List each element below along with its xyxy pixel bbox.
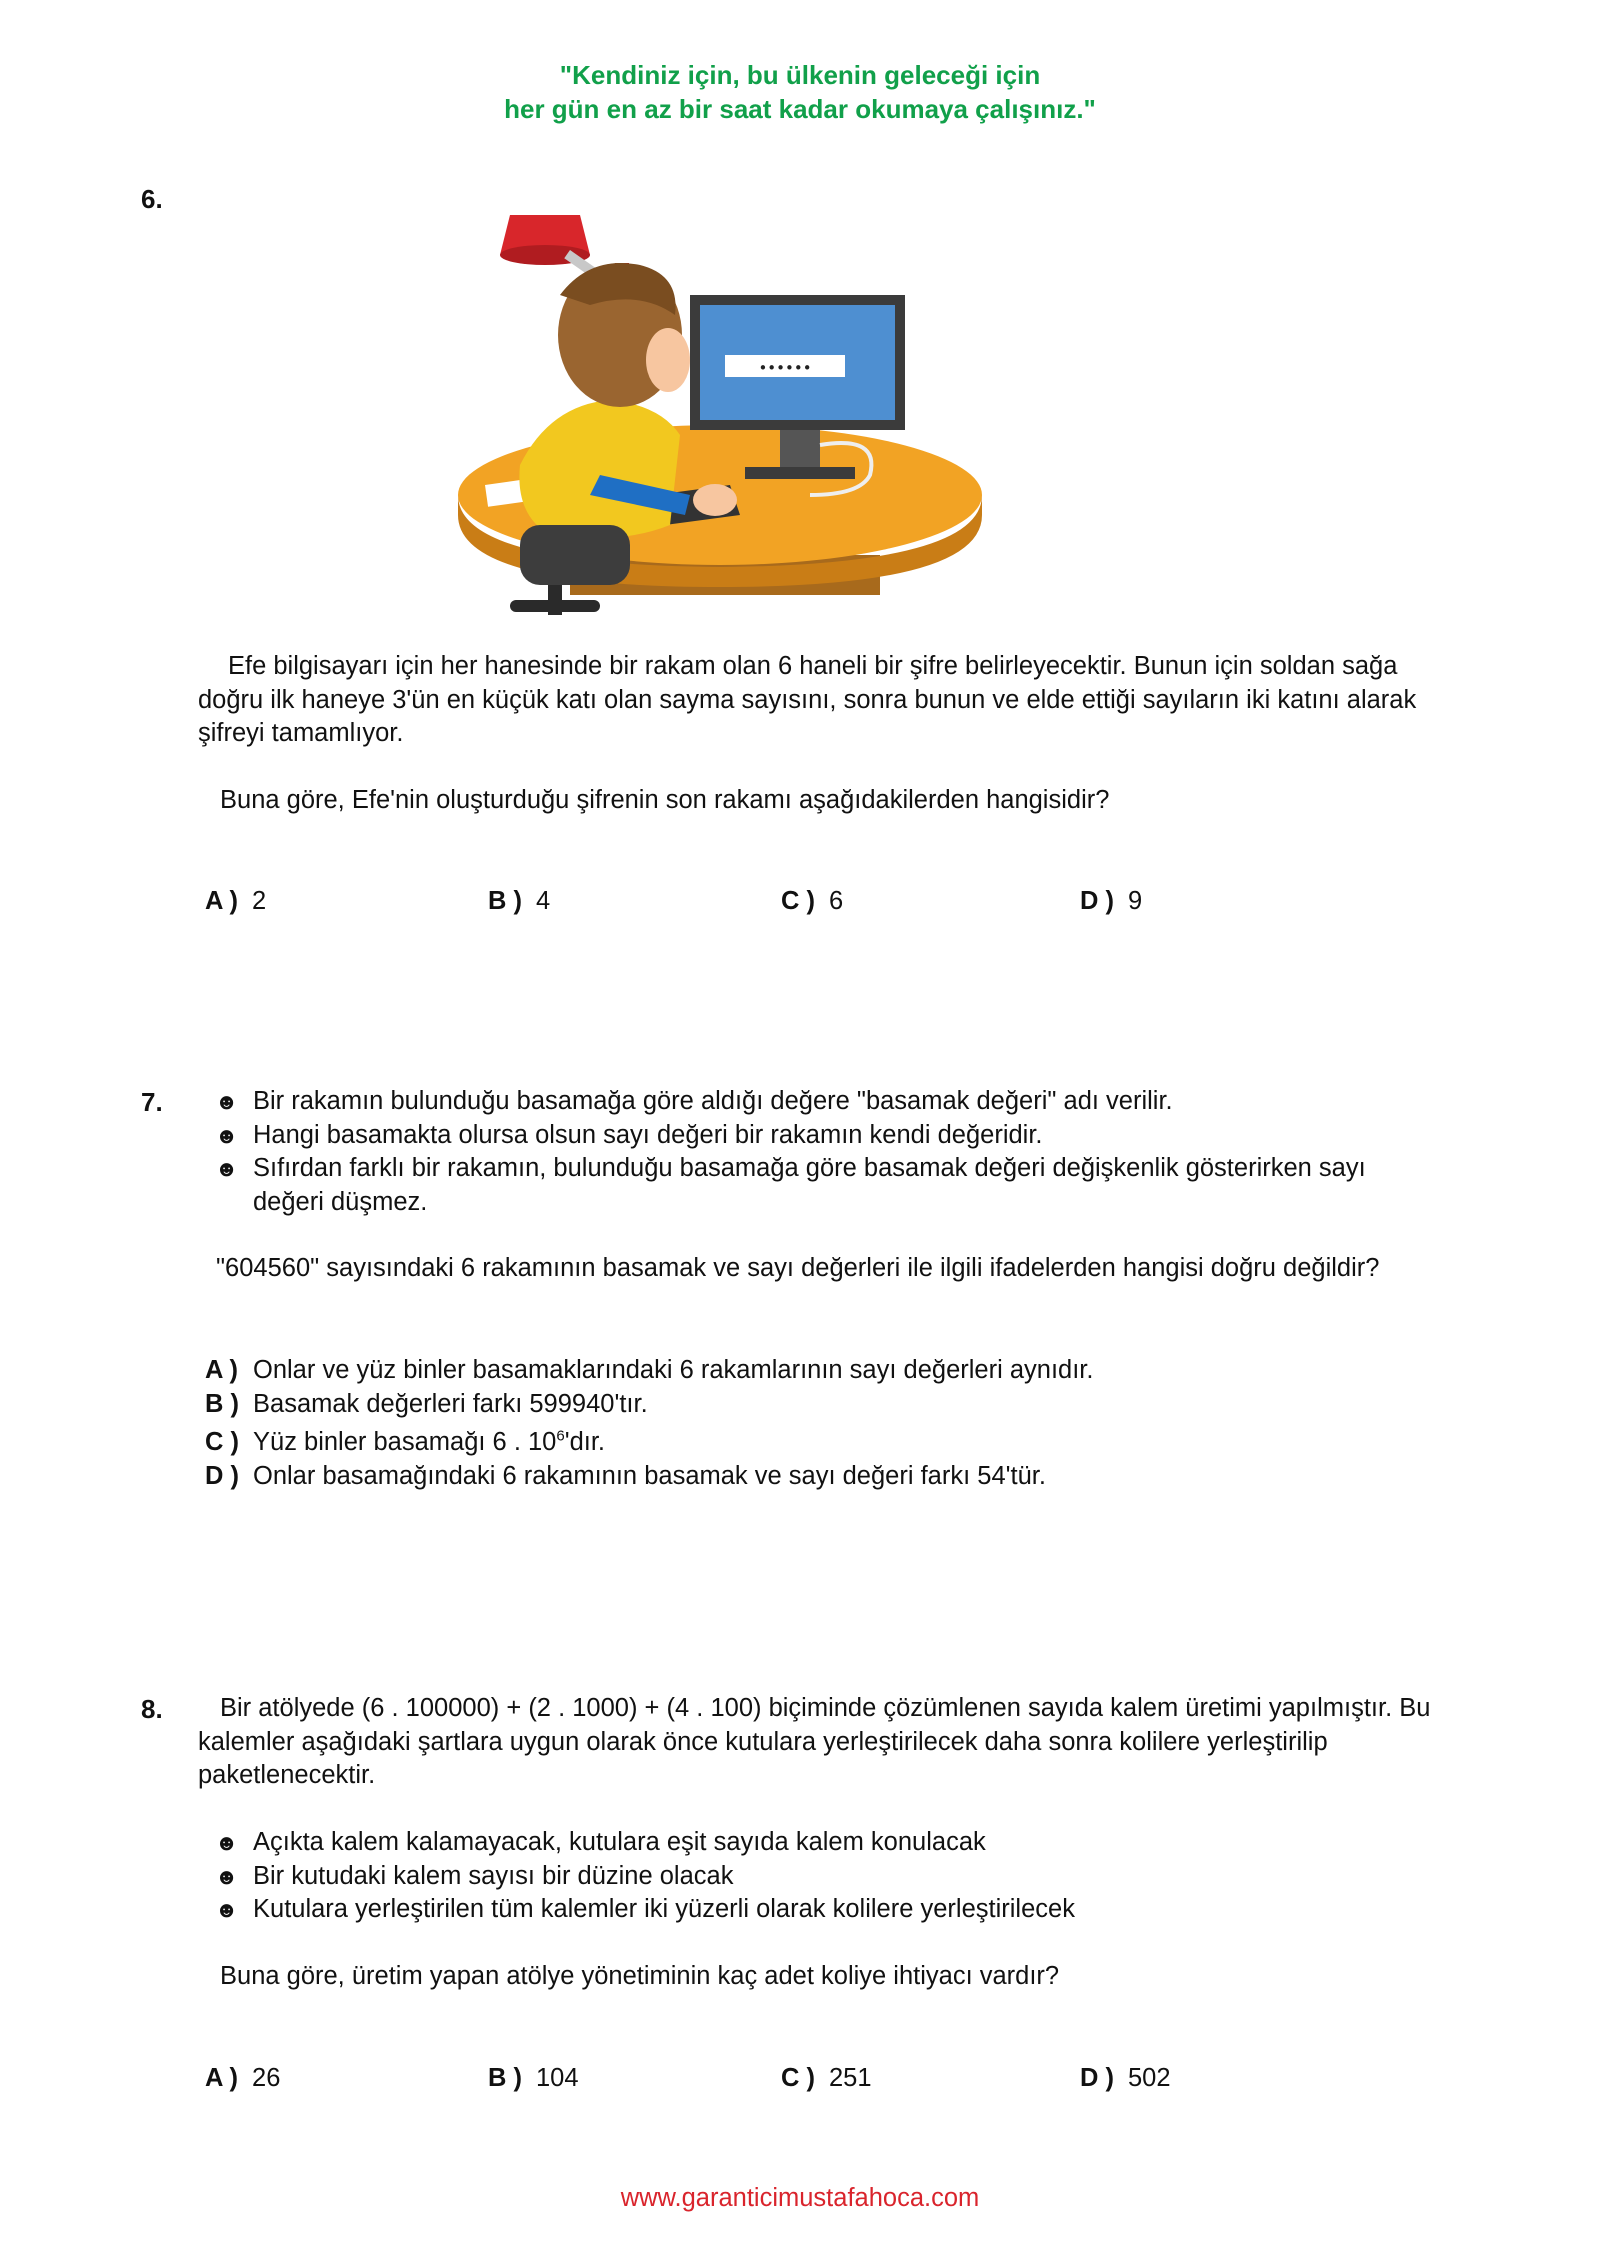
question-7-bullet-1: [215, 1085, 1453, 1119]
question-6-option-b[interactable]: [488, 884, 550, 918]
bullet-text: Hangi basamakta olursa olsun sayı değeri bir rakamın kendi değeridir.: [253, 1121, 1043, 1149]
option-value: Onlar ve yüz binler basamaklarındaki 6 rakamlarının sayı değerleri aynıdır.: [253, 1356, 1094, 1384]
question-8-text: Bir atölyede (6 . 100000) + (2 . 1000) + (4 . 100) biçiminde çözümlenen sayıda kalem üretimi yapılmıştır. Bu kalemler aşağıdaki şartlara uygun olarak önce kutulara yerleştirilecek daha sonra kolilere yerleştirilip paketlenecektir.: [198, 1694, 1431, 1789]
option-value-exponent: 6: [556, 1427, 565, 1445]
question-8-option-c[interactable]: [781, 2061, 872, 2095]
boy-face: [646, 328, 690, 392]
footer-website-link[interactable]: www.garanticimustafahoca.com: [620, 2184, 980, 2212]
option-value: 26: [252, 2064, 281, 2092]
option-letter: D ): [205, 1462, 239, 1490]
bullet-text: Bir rakamın bulunduğu basamağa göre aldığı değere "basamak değeri" adı verilir.: [253, 1087, 1173, 1115]
option-letter: D ): [1080, 2064, 1114, 2092]
option-value: 251: [829, 2064, 872, 2092]
option-value: 502: [1128, 2064, 1171, 2092]
smiley-bullet-icon: ☻: [215, 1123, 239, 1148]
option-value: Onlar basamağındaki 6 rakamının basamak ve sayı değeri farkı 54'tür.: [253, 1462, 1046, 1490]
option-value: 104: [536, 2064, 579, 2092]
question-6-option-d[interactable]: [1080, 884, 1142, 918]
question-7-bullet-3: [215, 1152, 1403, 1219]
bullet-text: Sıfırdan farklı bir rakamın, bulunduğu basamağa göre basamak değeri değişkenlik gösterirken sayı değeri düşmez.: [253, 1154, 1366, 1216]
option-value: Basamak değerleri farkı 599940'tır.: [253, 1390, 648, 1418]
question-7-options: [205, 1353, 1405, 1493]
question-8-bullet-2: [215, 1860, 1453, 1894]
chair: [520, 525, 630, 585]
question-6-option-a[interactable]: [205, 884, 266, 918]
option-value: 4: [536, 887, 551, 915]
boy-shirt: [519, 400, 680, 538]
question-7-option-b[interactable]: [205, 1387, 1405, 1421]
question-8-bullet-3: [215, 1893, 1453, 1927]
question-8-number: 8.: [141, 1694, 163, 1724]
question-8-option-b[interactable]: [488, 2061, 579, 2095]
smiley-bullet-icon: ☻: [215, 1864, 239, 1889]
option-letter: B ): [205, 1390, 239, 1418]
question-8-option-a[interactable]: [205, 2061, 280, 2095]
question-7-prompt: "604560" sayısındaki 6 rakamının basamak ve sayı değerleri ile ilgili ifadelerden hangisi doğru değildir?: [216, 1254, 1380, 1282]
question-6-option-c[interactable]: [781, 884, 843, 918]
question-8-option-d[interactable]: [1080, 2061, 1171, 2095]
question-6-number: 6.: [141, 184, 163, 214]
option-value-post: 'dır.: [564, 1428, 606, 1456]
motto-header: [0, 58, 1600, 126]
option-letter: A ): [205, 887, 239, 915]
option-letter: B ): [488, 887, 522, 915]
question-8-bullet-1: [215, 1826, 1453, 1860]
option-letter: C ): [781, 887, 815, 915]
bullet-text: Kutulara yerleştirilen tüm kalemler iki yüzerli olarak kolilere yerleştirilecek: [253, 1895, 1075, 1923]
question-6-prompt: Buna göre, Efe'nin oluşturduğu şifrenin son rakamı aşağıdakilerden hangisidir?: [220, 786, 1110, 814]
option-value: 9: [1128, 887, 1143, 915]
option-letter: B ): [488, 2064, 522, 2092]
option-value: 6: [829, 887, 844, 915]
question-7-number: 7.: [141, 1087, 163, 1117]
option-value: 2: [252, 887, 267, 915]
motto-line-2: her gün en az bir saat kadar okumaya çalışınız.": [504, 94, 1096, 124]
smiley-bullet-icon: ☻: [215, 1897, 239, 1922]
option-letter: C ): [781, 2064, 815, 2092]
bullet-text: Açıkta kalem kalamayacak, kutulara eşit sayıda kalem konulacak: [253, 1828, 986, 1856]
smiley-bullet-icon: ☻: [215, 1830, 239, 1855]
option-letter: A ): [205, 1356, 239, 1384]
question-7-option-d[interactable]: [205, 1459, 1405, 1493]
option-value-pre: Yüz binler basamağı 6 . 10: [253, 1428, 557, 1456]
question-7-bullet-2: [215, 1119, 1453, 1153]
boy-at-computer-illustration: [440, 195, 1000, 615]
question-7-option-c[interactable]: [205, 1421, 1405, 1459]
smiley-bullet-icon: ☻: [215, 1089, 239, 1114]
option-letter: A ): [205, 2064, 239, 2092]
monitor-stand: [780, 430, 820, 470]
question-7-option-a[interactable]: [205, 1353, 1405, 1387]
question-6-text: Efe bilgisayarı için her hanesinde bir rakam olan 6 haneli bir şifre belirleyecektir. Bunun için soldan sağa doğru ilk haneye 3'ün en küçük katı olan sayma sayısını, sonra bunun ve elde ettiği sayıların iki katını alarak şifreyi tamamlıyor.: [198, 652, 1417, 747]
motto-line-1: "Kendiniz için, bu ülkenin geleceği için: [559, 60, 1041, 90]
option-letter: C ): [205, 1428, 239, 1456]
password-dots: ••••••: [758, 359, 812, 377]
boy-hand: [693, 484, 737, 516]
bullet-text: Bir kutudaki kalem sayısı bir düzine olacak: [253, 1862, 734, 1890]
question-8-prompt: Buna göre, üretim yapan atölye yönetiminin kaç adet koliye ihtiyacı vardır?: [220, 1962, 1060, 1990]
smiley-bullet-icon: ☻: [215, 1156, 239, 1181]
option-letter: D ): [1080, 887, 1114, 915]
